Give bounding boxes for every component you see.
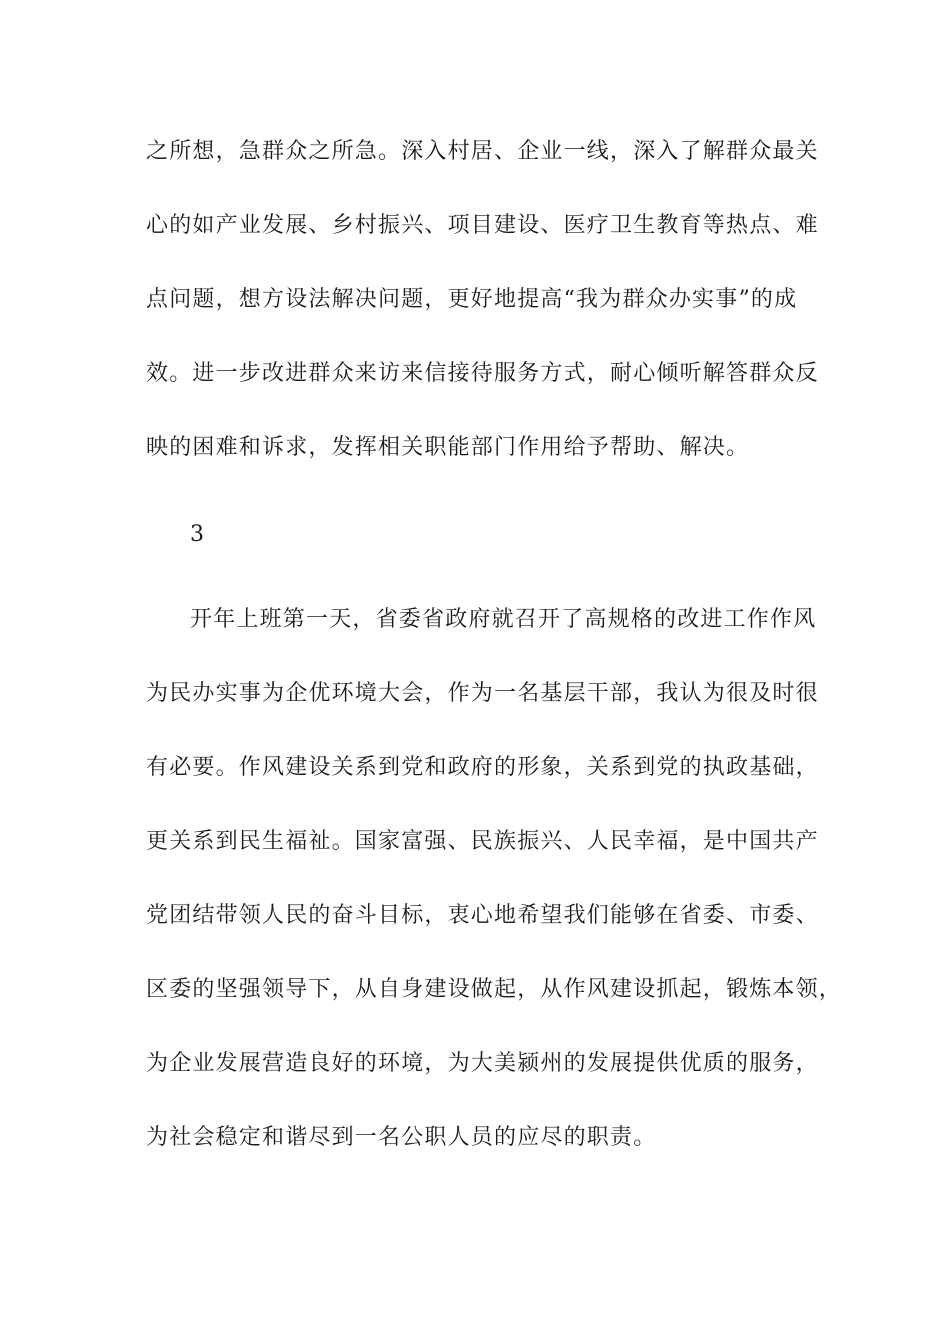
paragraph-line: 为民办实事为企优环境大会，作为一名基层干部，我认为很及时很 — [146, 681, 819, 706]
paragraph-line: 为企业发展营造良好的环境，为大美颍州的发展提供优质的服务， — [146, 1051, 819, 1076]
paragraph-line: 心的如产业发展、乡村振兴、项目建设、医疗卫生教育等热点、难 — [146, 213, 819, 238]
paragraph-line: 开年上班第一天，省委省政府就召开了高规格的改进工作作风 — [190, 607, 817, 632]
paragraph-line: 之所想，急群众之所急。深入村居、企业一线，深入了解群众最关 — [146, 139, 819, 164]
paragraph-line: 映的困难和诉求，发挥相关职能部门作用给予帮助、解决。 — [146, 435, 750, 460]
section-number: 3 — [190, 522, 204, 547]
paragraph-line: 区委的坚强领导下，从自身建设做起，从作风建设抓起，锻炼本领， — [146, 977, 843, 1002]
paragraph-line: 有必要。作风建设关系到党和政府的形象，关系到党的执政基础， — [146, 755, 819, 780]
paragraph-line: 点问题，想方设法解决问题，更好地提高“我为群众办实事”的成 — [146, 287, 798, 312]
paragraph-line: 为社会稳定和谐尽到一名公职人员的应尽的职责。 — [146, 1125, 657, 1150]
paragraph-line: 更关系到民生福祉。国家富强、民族振兴、人民幸福，是中国共产 — [146, 829, 819, 854]
paragraph-line: 党团结带领人民的奋斗目标，衷心地希望我们能够在省委、市委、 — [146, 903, 819, 928]
paragraph-line: 效。进一步改进群众来访来信接待服务方式，耐心倾听解答群众反 — [146, 361, 819, 386]
